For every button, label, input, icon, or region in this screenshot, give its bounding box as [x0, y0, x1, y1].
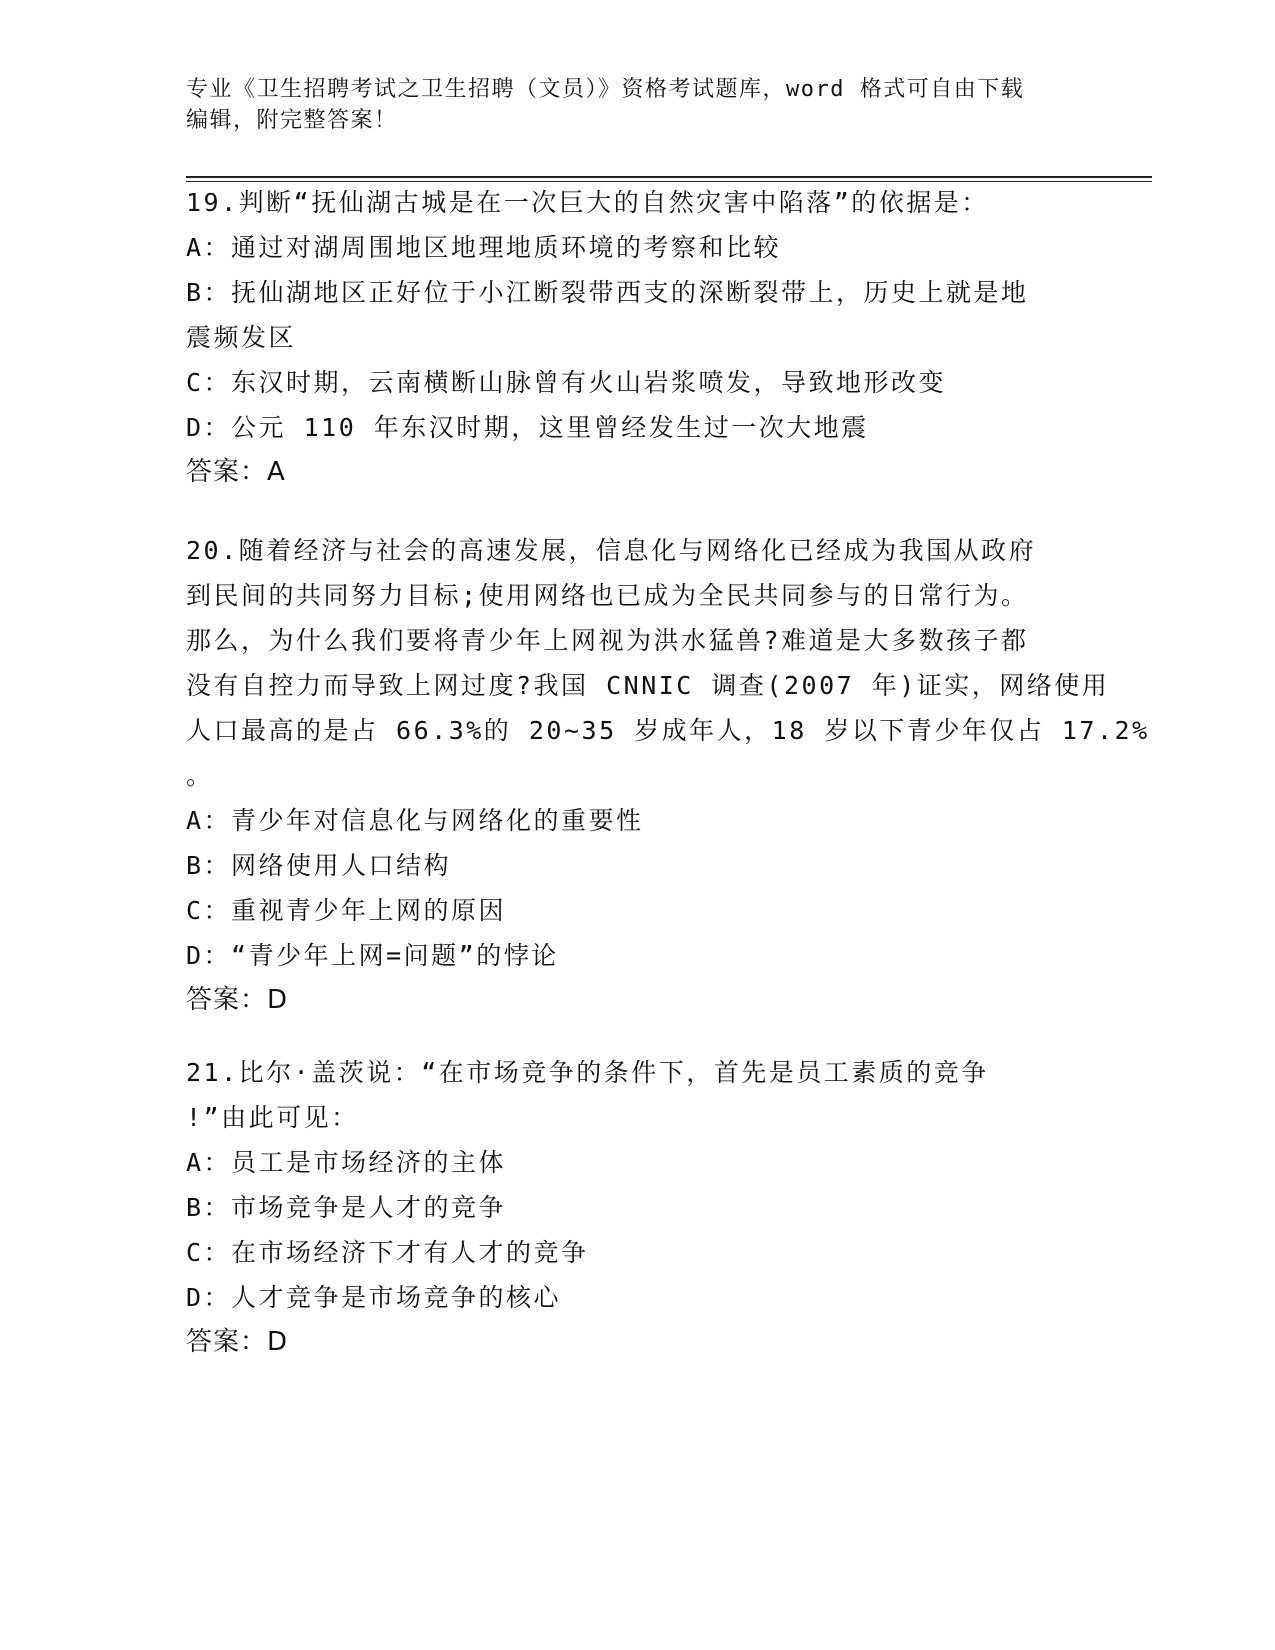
answer-label: 答案：D [186, 985, 289, 1015]
option-b: B：抚仙湖地区正好位于小江断裂带西支的深断裂带上，历史上就是地 [186, 278, 1029, 307]
option-a: A：通过对湖周围地区地理地质环境的考察和比较 [186, 233, 782, 262]
document-header [186, 74, 1066, 136]
question-stem-line: 。 [186, 761, 214, 790]
option-a: A：员工是市场经济的主体 [186, 1148, 507, 1177]
option-d: D：人才竞争是市场竞争的核心 [186, 1283, 562, 1312]
question-20 [186, 528, 1150, 1023]
option-d: D：“青少年上网=问题”的悖论 [186, 941, 559, 970]
option-c: C：东汉时期，云南横断山脉曾有火山岩浆喷发，导致地形改变 [186, 368, 947, 397]
question-stem-line: 20.随着经济与社会的高速发展，信息化与网络化已经成为我国从政府 [186, 536, 1037, 565]
question-stem-line: 21.比尔·盖茨说：“在市场竞争的条件下，首先是员工素质的竞争 [186, 1058, 989, 1087]
header-divider-thick [186, 176, 1152, 178]
question-19 [186, 180, 1086, 495]
question-21 [186, 1050, 1086, 1365]
answer-label: 答案：A [186, 457, 286, 487]
question-stem-line: 没有自控力而导致上网过度?我国 CNNIC 调查(2007 年)证实，网络使用 [186, 671, 1110, 700]
question-stem-line: 那么，为什么我们要将青少年上网视为洪水猛兽?难道是大多数孩子都 [186, 626, 1029, 655]
question-stem-line: !”由此可见： [186, 1103, 359, 1132]
option-b-continued: 震频发区 [186, 323, 297, 352]
answer-label: 答案：D [186, 1327, 289, 1357]
header-line-1: 专业《卫生招聘考试之卫生招聘（文员）》资格考试题库，word 格式可自由下载 [186, 77, 1025, 102]
question-stem-line: 到民间的共同努力目标;使用网络也已成为全民共同参与的日常行为。 [186, 581, 1029, 610]
option-c: C：重视青少年上网的原因 [186, 896, 507, 925]
option-b: B：网络使用人口结构 [186, 851, 452, 880]
question-stem-line: 人口最高的是占 66.3%的 20~35 岁成年人，18 岁以下青少年仅占 17.2% [186, 716, 1150, 745]
option-c: C：在市场经济下才有人才的竞争 [186, 1238, 589, 1267]
question-stem-line: 19.判断“抚仙湖古城是在一次巨大的自然灾害中陷落”的依据是： [186, 188, 989, 217]
option-b: B：市场竞争是人才的竞争 [186, 1193, 507, 1222]
header-line-2: 编辑，附完整答案！ [186, 108, 398, 133]
option-d: D：公元 110 年东汉时期，这里曾经发生过一次大地震 [186, 413, 869, 442]
option-a: A：青少年对信息化与网络化的重要性 [186, 806, 644, 835]
